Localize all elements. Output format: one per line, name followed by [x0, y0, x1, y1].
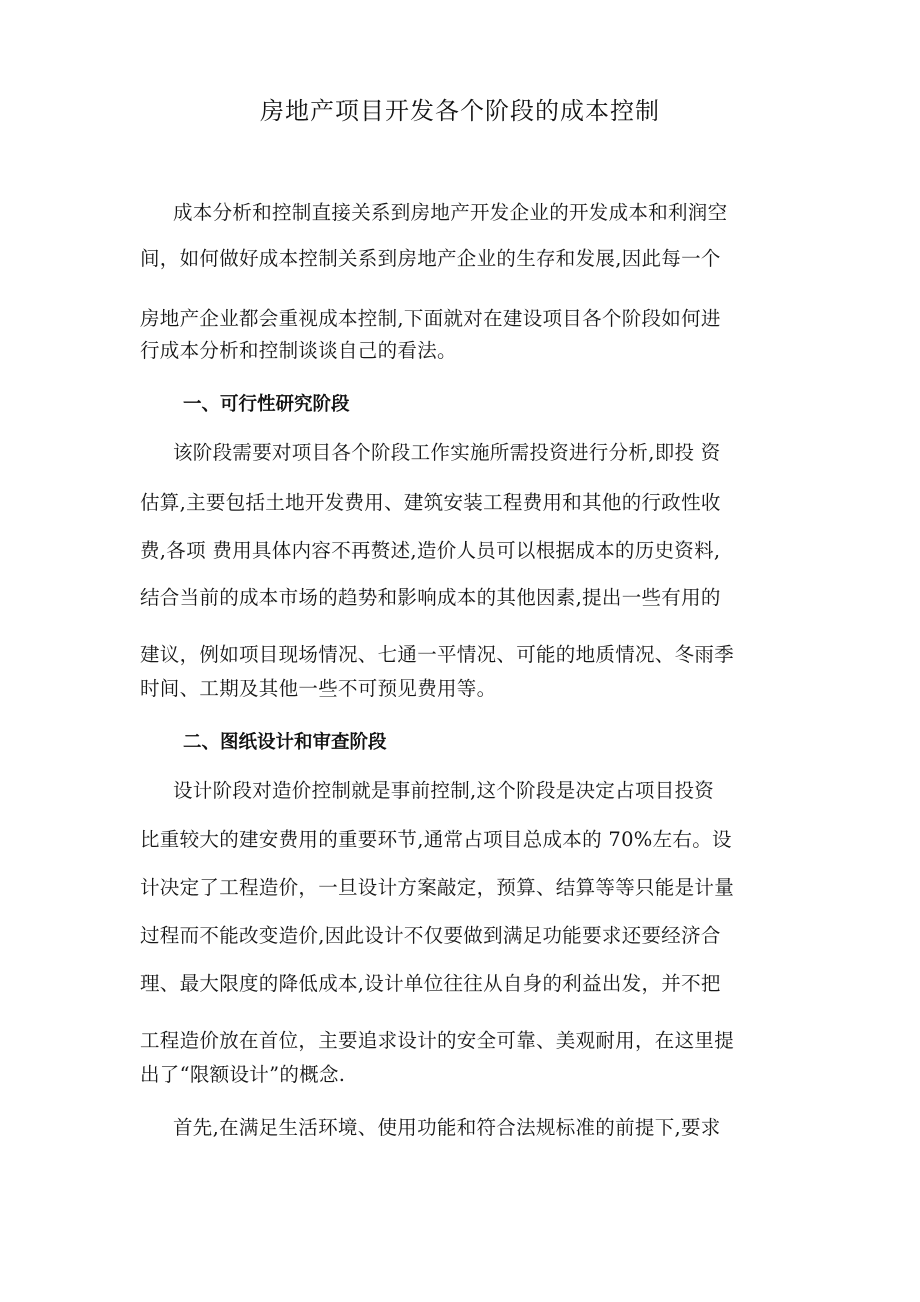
section-1-heading: 一、可行性研究阶段	[183, 394, 350, 415]
section-2-line-2: 比重较大的建安费用的重要环节,通常占项目总成本的 70%左右。设	[140, 828, 732, 851]
section-1-line-5: 建议，例如项目现场情况、七通一平情况、可能的地质情况、冬雨季	[140, 643, 735, 666]
section-2-line-3: 计决定了工程造价，一旦设计方案敲定，预算、结算等等只能是计量	[140, 876, 735, 899]
section-1-line-1: 该阶段需要对项目各个阶段工作实施所需投资进行分析,即投 资	[173, 441, 721, 464]
section-2-line-7: 出了“限额设计”的概念.	[140, 1063, 346, 1086]
section-2-line-4: 过程而不能改变造价,因此设计不仅要做到满足功能要求还要经济合	[140, 924, 721, 947]
section-2-line-5: 理、最大限度的降低成本,设计单位往往从自身的利益出发，并不把	[140, 972, 721, 995]
closing-line-1: 首先,在满足生活环境、使用功能和符合法规标准的前提下,要求	[173, 1116, 721, 1139]
intro-line-1: 成本分析和控制直接关系到房地产开发企业的开发成本和利润空	[173, 201, 728, 224]
document-title: 房地产项目开发各个阶段的成本控制	[260, 97, 660, 125]
intro-line-3: 房地产企业都会重视成本控制,下面就对在建设项目各个阶段如何进	[140, 307, 721, 330]
intro-line-4: 行成本分析和控制谈谈自己的看法。	[140, 339, 457, 362]
section-2-line-1: 设计阶段对造价控制就是事前控制,这个阶段是决定占项目投资	[173, 779, 715, 802]
section-1-line-3: 费,各项 费用具体内容不再赘述,造价人员可以根据成本的历史资料,	[140, 539, 721, 562]
section-1-line-2: 估算,主要包括土地开发费用、建筑安装工程费用和其他的行政性收	[140, 491, 721, 514]
intro-line-2: 间，如何做好成本控制关系到房地产企业的生存和发展,因此每一个	[140, 247, 721, 270]
section-1-line-6: 时间、工期及其他一些不可预见费用等。	[140, 677, 497, 700]
section-2-line-6: 工程造价放在首位，主要追求设计的安全可靠、美观耐用，在这里提	[140, 1029, 735, 1052]
section-2-heading: 二、图纸设计和审查阶段	[183, 732, 387, 753]
section-1-line-4: 结合当前的成本市场的趋势和影响成本的其他因素,提出一些有用的	[140, 586, 721, 609]
